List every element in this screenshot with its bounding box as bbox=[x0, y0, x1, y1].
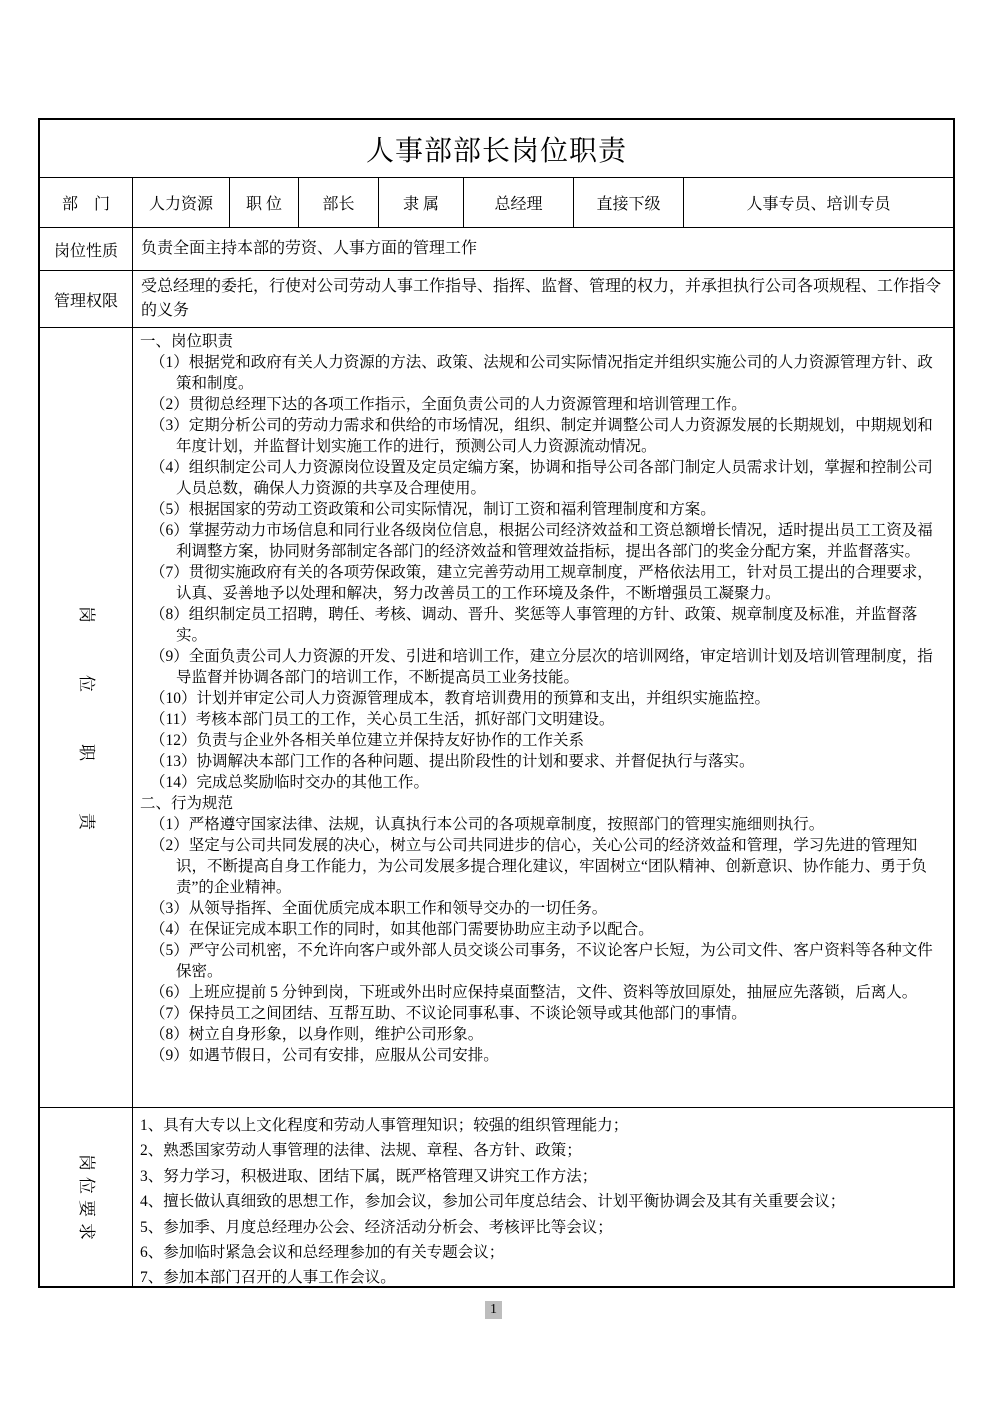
requirement-item: 7、参加本部门召开的人事工作会议。 bbox=[140, 1269, 396, 1287]
conduct-item: （3）从领导指挥、全面优质完成本职工作和领导交办的一切任务。 bbox=[150, 900, 608, 917]
duties-label-char: 位 bbox=[76, 674, 96, 692]
duties-label-char: 职 bbox=[76, 743, 96, 761]
duty-item: （6）掌握劳动力市场信息和同行业各级岗位信息，根据公司经济效益和工资总额增长情况，适时提出员工工资及福利调整方案，协同财务部制定各部门的经济效益和管理效益指标，提出各部门的奖金分配方案，并监督落实。 bbox=[150, 522, 933, 560]
job-description-table bbox=[38, 118, 955, 1288]
requirement-item: 2、熟悉国家劳动人事管理的法律、法规、章程、各方针、政策； bbox=[140, 1142, 582, 1160]
requirements-label-char: 岗 bbox=[76, 1154, 96, 1171]
nature-label: 岗位性质 bbox=[53, 242, 118, 260]
conduct-item: （4）在保证完成本职工作的同时，如其他部门需要协助应主动予以配合。 bbox=[150, 921, 654, 938]
duty-item: （14）完成总奖励临时交办的其他工作。 bbox=[150, 774, 430, 791]
position-label: 职 位 bbox=[229, 178, 298, 227]
conduct-item: （9）如遇节假日，公司有安排，应服从公司安排。 bbox=[150, 1047, 499, 1064]
section2-heading: 二、行为规范 bbox=[140, 795, 234, 812]
duty-item: （10）计划并审定公司人力资源管理成本，教育培训费用的预算和支出，并组织实施监控。 bbox=[150, 690, 771, 707]
duties-content bbox=[132, 328, 953, 1107]
duties-label-char: 责 bbox=[76, 812, 96, 830]
authority-label: 管理权限 bbox=[53, 292, 118, 310]
document-title: 人事部部长岗位职责 bbox=[365, 135, 627, 167]
title-row bbox=[40, 120, 953, 177]
duty-item: （11）考核本部门员工的工作，关心员工生活，抓好部门文明建设。 bbox=[150, 711, 615, 728]
requirement-item: 4、擅长做认真细致的思想工作，参加会议，参加公司年度总结会、计划平衡协调会及其有关重要会议； bbox=[140, 1193, 846, 1211]
conduct-item: （1）严格遵守国家法律、法规，认真执行本公司的各项规章制度，按照部门的管理实施细则执行。 bbox=[150, 816, 825, 833]
duty-item: （13）协调解决本部门工作的各种问题、提出阶段性的计划和要求、并督促执行与落实。 bbox=[150, 753, 755, 770]
duty-item: （8）组织制定员工招聘，聘任、考核、调动、晋升、奖惩等人事管理的方针、政策、规章制度及标准，并监督落实。 bbox=[150, 606, 918, 644]
requirements-label-char: 要 bbox=[76, 1200, 96, 1217]
duty-item: （4）组织制定公司人力资源岗位设置及定员定编方案，协调和指导公司各部门制定人员需求计划，掌握和控制公司人员总数，确保人力资源的共享及合理使用。 bbox=[150, 459, 933, 497]
duties-row bbox=[40, 327, 953, 1107]
conduct-item: （6）上班应提前 5 分钟到岗，下班或外出时应保持桌面整洁，文件、资料等放回原处，抽屉应先落锁，后离人。 bbox=[150, 984, 918, 1001]
authority-row bbox=[40, 270, 953, 327]
requirement-item: 6、参加临时紧急会议和总经理参加的有关专题会议； bbox=[140, 1244, 505, 1262]
duty-item: （3）定期分析公司的劳动力需求和供给的市场情况，组织、制定并调整公司人力资源发展的长期规划，中期规划和年度计划，并监督计划实施工作的进行，预测公司人力资源流动情况。 bbox=[150, 417, 933, 455]
requirements-label-char: 位 bbox=[76, 1177, 96, 1194]
duty-item: （5）根据国家的劳动工资政策和公司实际情况，制订工资和福利管理制度和方案。 bbox=[150, 501, 716, 518]
direct-subordinate-value: 人事专员、培训专员 bbox=[683, 178, 953, 227]
requirement-item: 5、参加季、月度总经理办公会、经济活动分析会、考核评比等会议； bbox=[140, 1218, 613, 1236]
requirement-item: 3、努力学习，积极进取、团结下属，既严格管理又讲究工作方法； bbox=[140, 1167, 598, 1185]
duties-vertical-label bbox=[40, 328, 132, 1107]
info-row bbox=[40, 177, 953, 227]
requirement-item: 1、具有大专以上文化程度和劳动人事管理知识；较强的组织管理能力； bbox=[140, 1117, 629, 1134]
duty-item: （1）根据党和政府有关人力资源的方法、政策、法规和公司实际情况指定并组织实施公司的人力资源管理方针、政策和制度。 bbox=[150, 354, 933, 392]
requirements-vertical-label bbox=[40, 1108, 132, 1286]
conduct-item: （8）树立自身形象，以身作则，维护公司形象。 bbox=[150, 1026, 484, 1043]
subordinate-value: 总经理 bbox=[463, 178, 573, 227]
direct-subordinate-label: 直接下级 bbox=[573, 178, 683, 227]
requirements-row bbox=[40, 1107, 953, 1286]
conduct-item: （7）保持员工之间团结、互帮互助、不议论同事私事、不谈论领导或其他部门的事情。 bbox=[150, 1005, 747, 1022]
section1-heading: 一、岗位职责 bbox=[140, 333, 234, 350]
nature-value: 负责全面主持本部的劳资、人事方面的管理工作 bbox=[132, 228, 953, 270]
duties-label-char: 岗 bbox=[76, 605, 96, 623]
subordinate-label: 隶 属 bbox=[378, 178, 463, 227]
authority-value: 受总经理的委托，行使对公司劳动人事工作指导、指挥、监督、管理的权力，并承担执行公司各项规程、工作指令的义务 bbox=[132, 271, 953, 327]
duty-item: （7）贯彻实施政府有关的各项劳保政策，建立完善劳动用工规章制度，严格依法用工，针对员工提出的合理要求，认真、妥善地予以处理和解决，努力改善员工的工作环境及条件，不断增强员工凝聚力。 bbox=[150, 564, 933, 602]
requirements-label-char: 求 bbox=[76, 1223, 96, 1240]
duty-item: （2）贯彻总经理下达的各项工作指示，全面负责公司的人力资源管理和培训管理工作。 bbox=[150, 396, 747, 413]
conduct-item: （2）坚定与公司共同发展的决心，树立与公司共同进步的信心，关心公司的经济效益和管理，学习先进的管理知识，不断提高自身工作能力，为公司发展多提合理化建议，牢固树立“团队精神、创新意识、协作能力、勇于负责”的企业精神。 bbox=[150, 837, 927, 896]
requirements-content bbox=[132, 1108, 953, 1286]
position-value: 部长 bbox=[298, 178, 378, 227]
dept-value: 人力资源 bbox=[132, 178, 229, 227]
dept-label: 部 门 bbox=[61, 196, 110, 213]
duty-item: （12）负责与企业外各相关单位建立并保持友好协作的工作关系 bbox=[150, 732, 585, 749]
duty-item: （9）全面负责公司人力资源的开发、引进和培训工作，建立分层次的培训网络，审定培训计划及培训管理制度，指导监督并协调各部门的培训工作，不断提高员工业务技能。 bbox=[150, 648, 933, 686]
nature-row bbox=[40, 227, 953, 270]
page-number: 1 bbox=[485, 1301, 502, 1319]
conduct-item: （5）严守公司机密，不允许向客户或外部人员交谈公司事务，不议论客户长短，为公司文件、客户资料等各种文件保密。 bbox=[150, 942, 933, 980]
